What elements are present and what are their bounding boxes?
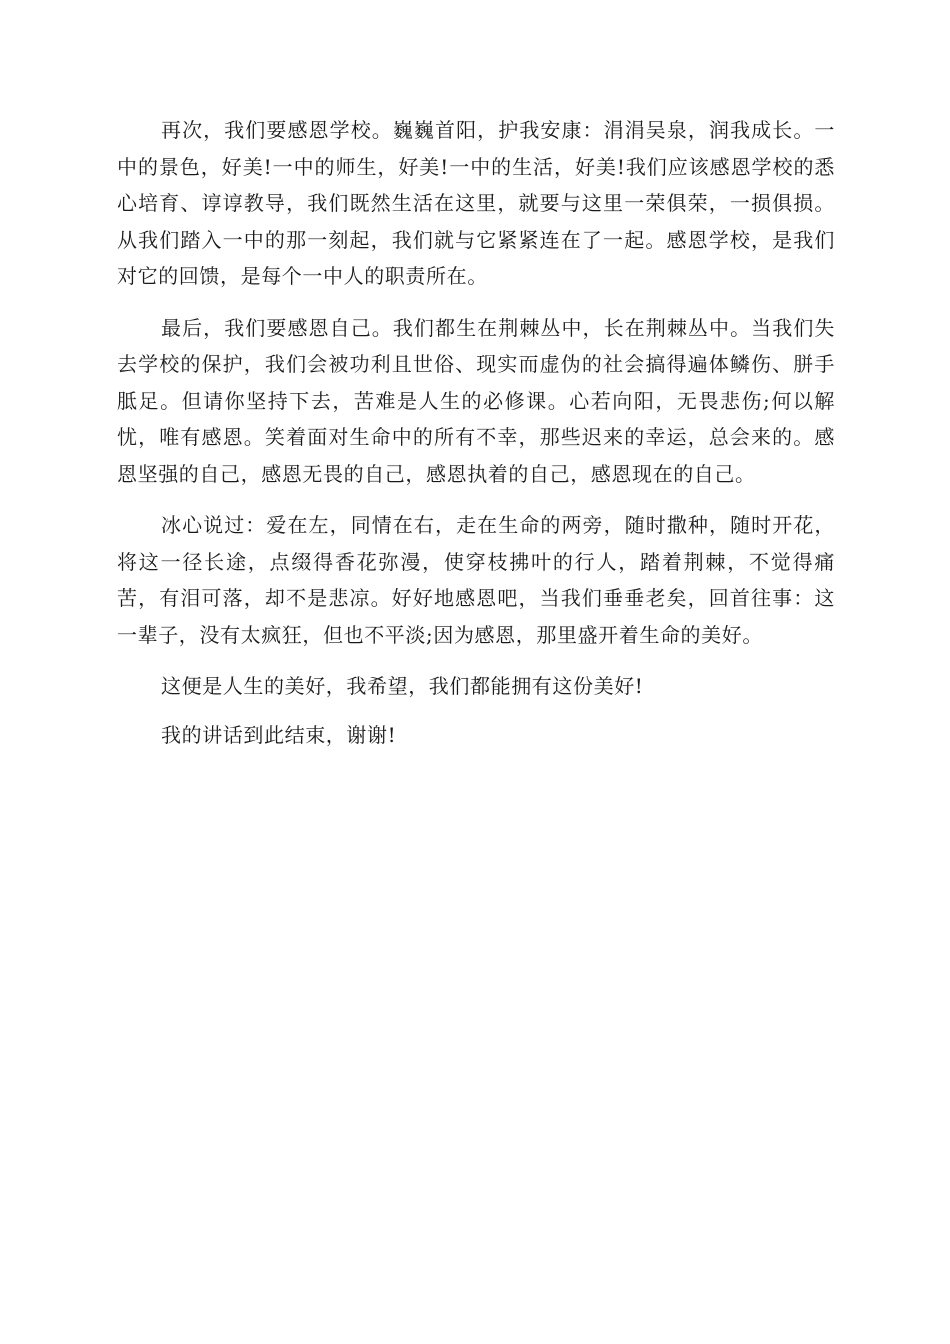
paragraph-closing-hope: 这便是人生的美好，我希望，我们都能拥有这份美好! (161, 674, 644, 698)
document-body (117, 112, 835, 765)
paragraph-thank-school: 再次，我们要感恩学校。巍巍首阳，护我安康：涓涓吴泉，润我成长。一中的景色，好美!一中的师生，好美!一中的生活，好美!我们应该感恩学校的悉心培育、谆谆教导，我们既然生活在这里，就要与这里一荣俱荣，一损俱损。从我们踏入一中的那一刻起，我们就与它紧紧连在了一起。感恩学校，是我们对它的回馈，是每个一中人的职责所在。 (117, 118, 835, 288)
paragraph-closing-thanks: 我的讲话到此结束，谢谢! (161, 722, 397, 747)
paragraph-thank-self: 最后，我们要感恩自己。我们都生在荆棘丛中，长在荆棘丛中。当我们失去学校的保护，我们会被功利且世俗、现实而虚伪的社会搞得遍体鳞伤、胼手胝足。但请你坚持下去，苦难是人生的必修课。心若向阳，无畏悲伤;何以解忧，唯有感恩。笑着面对生命中的所有不幸，那些迟来的幸运，总会来的。感恩坚强的自己，感恩无畏的自己，感恩执着的自己，感恩现在的自己。 (117, 315, 835, 486)
paragraph-bingxin-quote: 冰心说过：爱在左，同情在右，走在生命的两旁，随时撒种，随时开花，将这一径长途，点缀得香花弥漫，使穿枝拂叶的行人，踏着荆棘，不觉得痛苦，有泪可落，却不是悲凉。好好地感恩吧，当我们垂垂老矣，回首往事：这一辈子，没有太疯狂，但也不平淡;因为感恩，那里盛开着生命的美好。 (117, 513, 835, 647)
